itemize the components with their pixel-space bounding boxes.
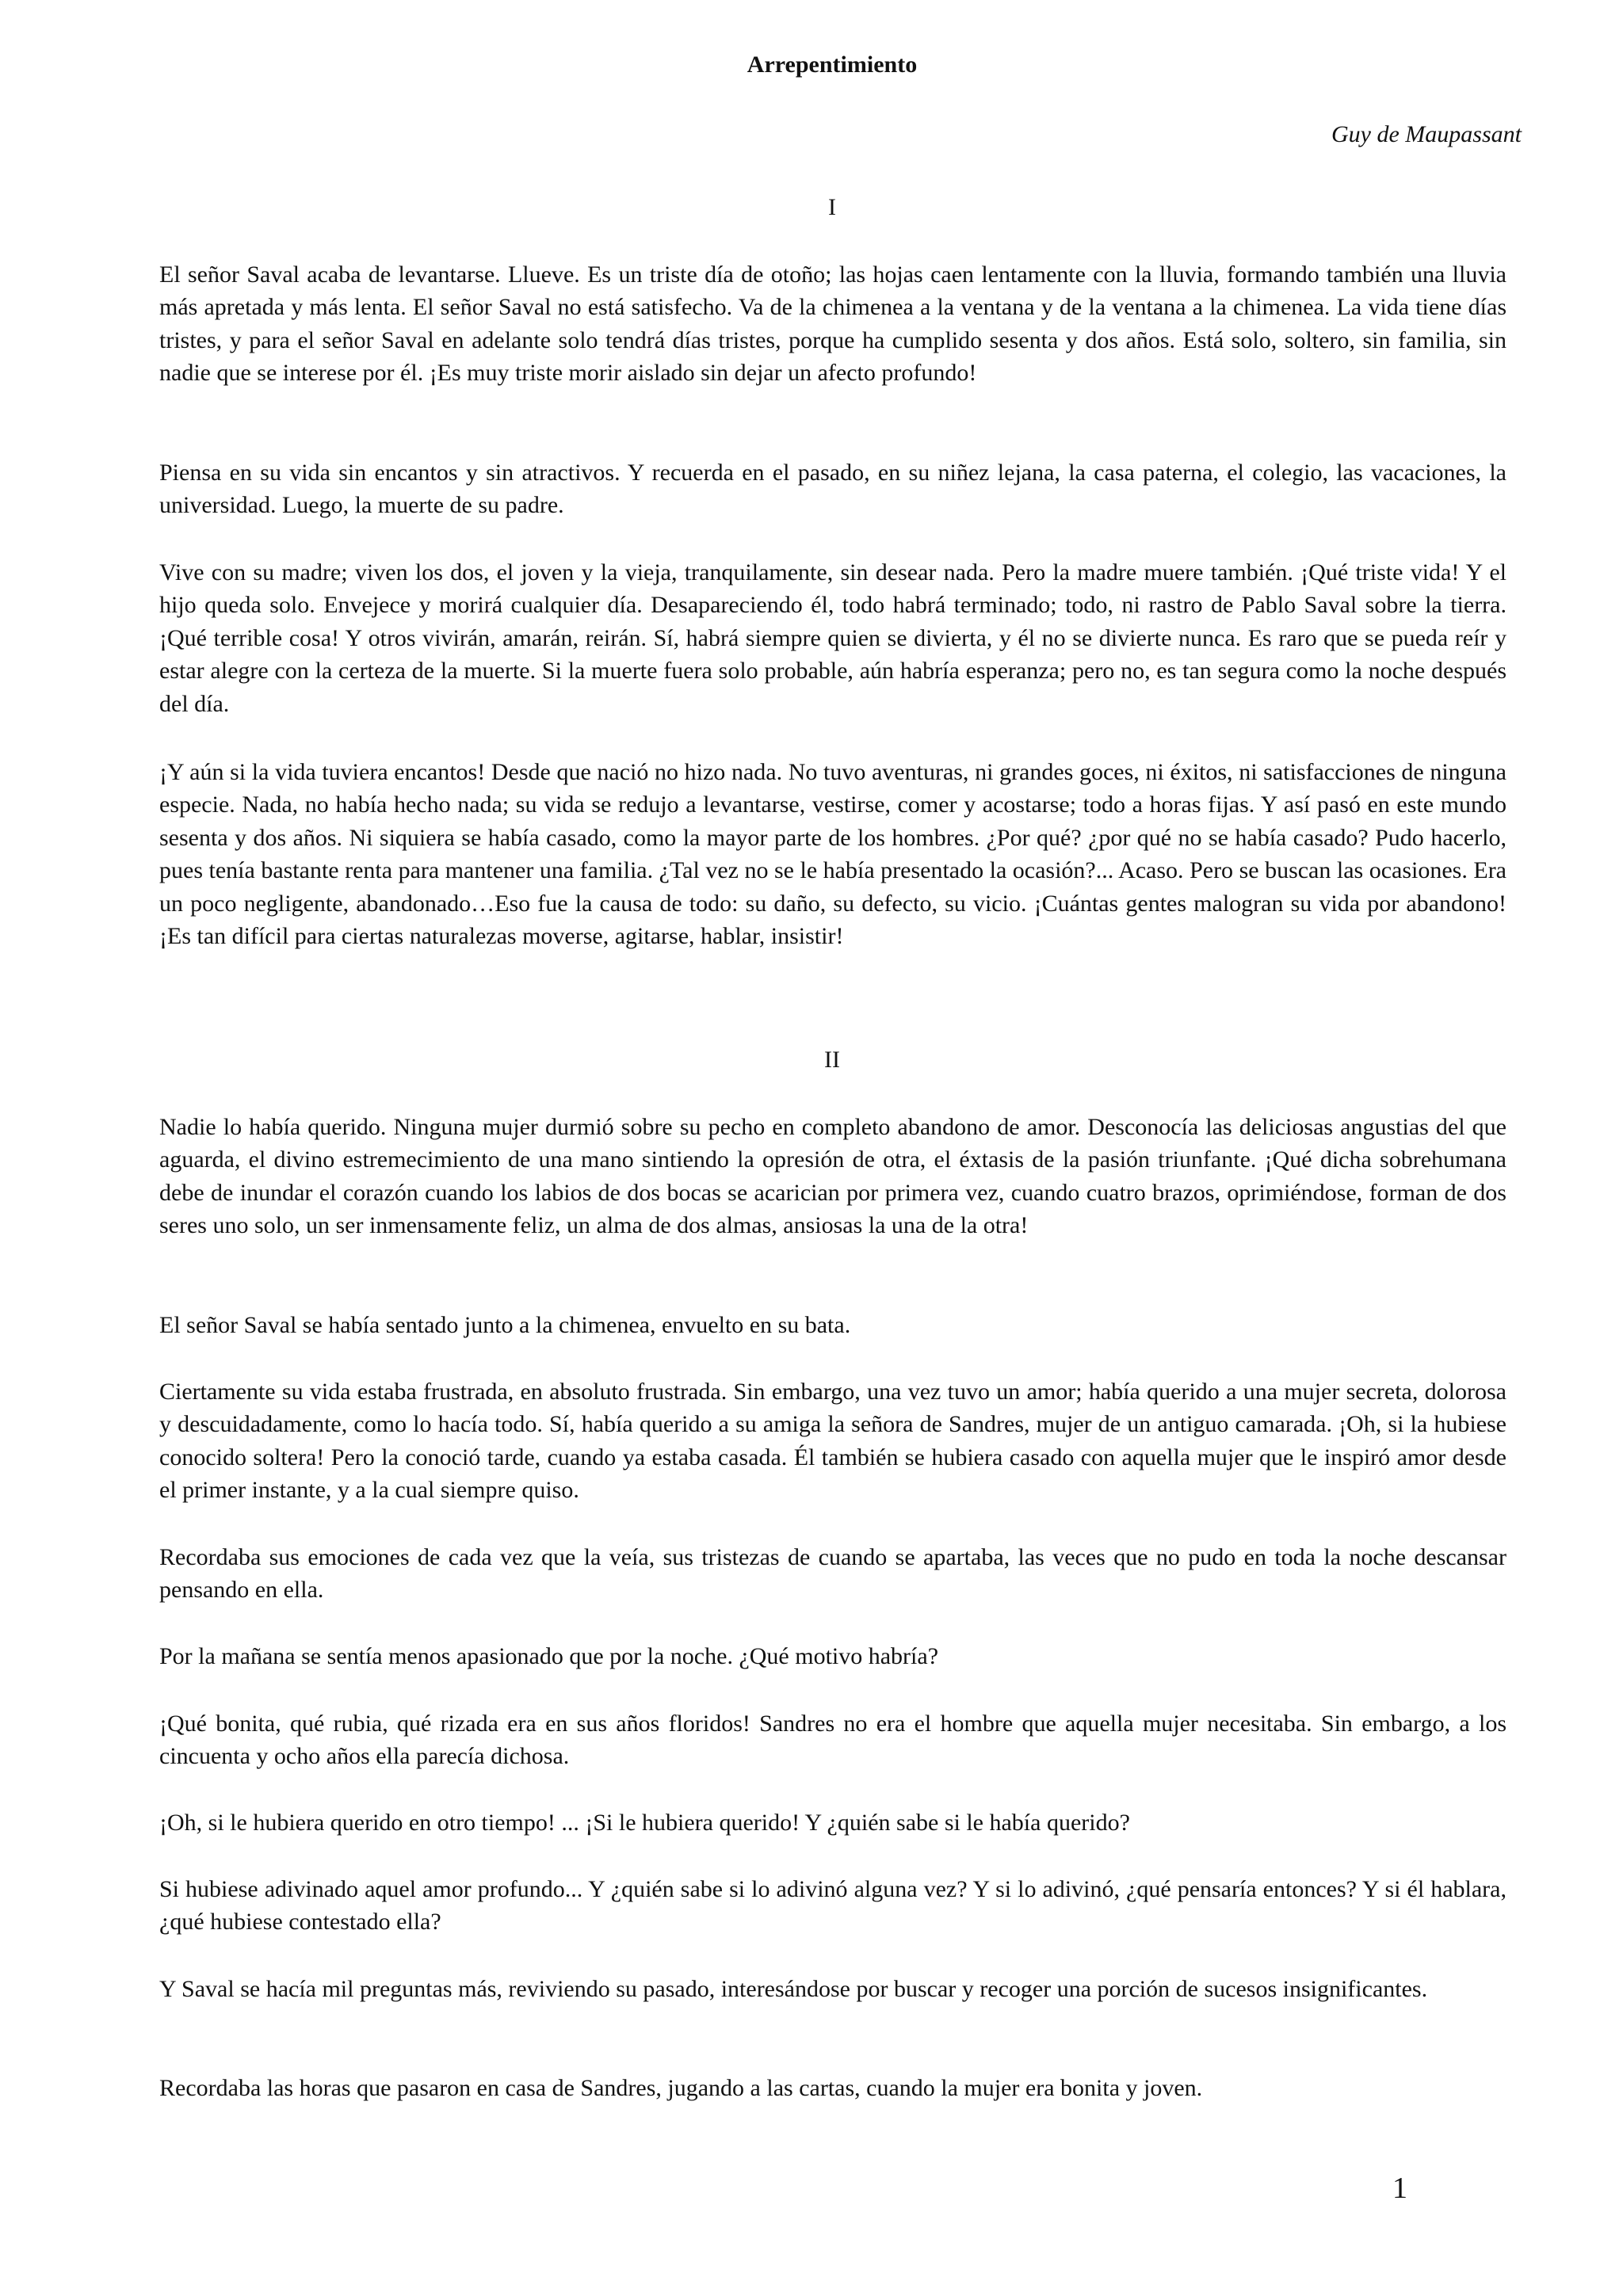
- paragraph: Piensa en su vida sin encantos y sin atractivos. Y recuerda en el pasado, en su niñez lejana, la casa paterna, el colegio, las vacaciones, la universidad. Luego, la muerte de su padre.: [159, 460, 1507, 519]
- paragraph: ¡Y aún si la vida tuviera encantos! Desde que nació no hizo nada. No tuvo aventuras, ni grandes goces, ni éxitos, ni satisfacciones de ninguna especie. Nada, no había hecho nada; su vida se redujo a levantarse, vestirse, comer y acostarse; todo a horas fijas. Y así pasó en este mundo sesenta y dos años. Ni siquiera se había casado, como la mayor parte de los hombres. ¿Por qué? ¿por qué no se había casado? Pudo hacerlo, pues tenía bastante renta para mantener una familia. ¿Tal vez no se le había presentado la ocasión?... Acaso. Pero se buscan las ocasiones. Era un poco negligente, abandonado…Eso fue la causa de todo: su daño, su defecto, su vicio. ¡Cuántas gentes malogran su vida por abandono! ¡Es tan difícil para ciertas naturalezas moverse, agitarse, hablar, insistir!: [159, 759, 1507, 950]
- paragraph: Nadie lo había querido. Ninguna mujer durmió sobre su pecho en completo abandono de amor. Desconocía las deliciosas angustias del que aguarda, el divino estremecimiento de una mano sintiendo la opresión de otra, el éxtasis de la pasión triunfante. ¡Qué dicha sobrehumana debe de inundar el corazón cuando los labios de dos bocas se acarician por primera vez, cuando cuatro brazos, oprimiéndose, forman de dos seres uno solo, un ser inmensamente feliz, un alma de dos almas, ansiosas la una de la otra!: [159, 1114, 1507, 1239]
- section-heading-2: II: [824, 1047, 840, 1073]
- paragraph: Recordaba sus emociones de cada vez que la veía, sus tristezas de cuando se apartaba, las veces que no pudo en toda la noche descansar pensando en ella.: [159, 1544, 1507, 1604]
- paragraph: El señor Saval se había sentado junto a la chimenea, envuelto en su bata.: [159, 1312, 851, 1338]
- document-title: Arrepentimiento: [747, 51, 918, 78]
- paragraph: Y Saval se hacía mil preguntas más, reviviendo su pasado, interesándose por buscar y recoger una porción de sucesos insignificantes.: [159, 1976, 1428, 2002]
- paragraph: ¡Oh, si le hubiera querido en otro tiempo! ... ¡Si le hubiera querido! Y ¿quién sabe si le había querido?: [159, 1810, 1130, 1836]
- paragraph: Si hubiese adivinado aquel amor profundo... Y ¿quién sabe si lo adivinó alguna vez? Y si lo adivinó, ¿qué pensaría entonces? Y si él hablara, ¿qué hubiese contestado ella?: [159, 1876, 1507, 1936]
- paragraph: Vive con su madre; viven los dos, el joven y la vieja, tranquilamente, sin desear nada. Pero la madre muere también. ¡Qué triste vida! Y el hijo queda solo. Envejece y morirá cualquier día. Desapareciendo él, todo habrá terminado; todo, ni rastro de Pablo Saval sobre la tierra. ¡Qué terrible cosa! Y otros vivirán, amarán, reirán. Sí, habrá siempre quien se divierta, y él no se divierte nunca. Es raro que se pueda reír y estar alegre con la certeza de la muerte. Si la muerte fuera solo probable, aún habría esperanza; pero no, es tan segura como la noche después del día.: [159, 559, 1507, 717]
- author-name: Guy de Maupassant: [1331, 121, 1522, 147]
- page-number: 1: [1392, 2172, 1407, 2205]
- paragraph: ¡Qué bonita, qué rubia, qué rizada era en sus años floridos! Sandres no era el hombre que aquella mujer necesitaba. Sin embargo, a los cincuenta y ocho años ella parecía dichosa.: [159, 1711, 1507, 1770]
- paragraph: Ciertamente su vida estaba frustrada, en absoluto frustrada. Sin embargo, una vez tuvo un amor; había querido a una mujer secreta, dolorosa y descuidadamente, como lo hacía todo. Sí, había querido a su amiga la señora de Sandres, mujer de un antiguo camarada. ¡Oh, si la hubiese conocido soltera! Pero la conoció tarde, cuando ya estaba casada. Él también se hubiera casado con aquella mujer que le inspiró amor desde el primer instante, y a la cual siempre quiso.: [159, 1379, 1507, 1504]
- paragraph: Recordaba las horas que pasaron en casa de Sandres, jugando a las cartas, cuando la mujer era bonita y joven.: [159, 2075, 1203, 2101]
- paragraph: Por la mañana se sentía menos apasionado que por la noche. ¿Qué motivo habría?: [159, 1643, 939, 1669]
- paragraph: El señor Saval acaba de levantarse. Llueve. Es un triste día de otoño; las hojas caen lentamente con la lluvia, formando también una lluvia más apretada y más lenta. El señor Saval no está satisfecho. Va de la chimenea a la ventana y de la ventana a la chimenea. La vida tiene días tristes, y para el señor Saval en adelante solo tendrá días tristes, porque ha cumplido sesenta y dos años. Está solo, soltero, sin familia, sin nadie que se interese por él. ¡Es muy triste morir aislado sin dejar un afecto profundo!: [159, 261, 1507, 387]
- section-heading-1: I: [828, 194, 836, 220]
